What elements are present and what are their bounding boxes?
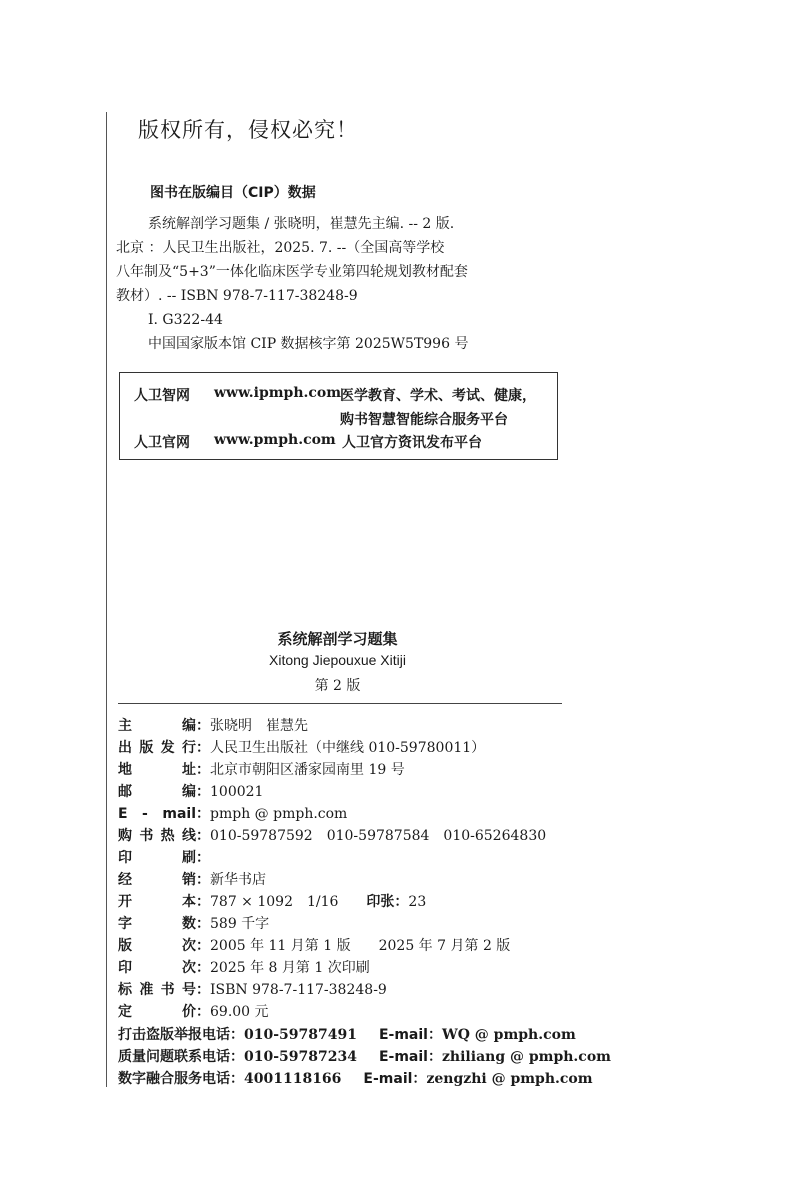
ipmph-name: 人卫智网 xyxy=(134,388,190,404)
info-label: 字数 xyxy=(118,916,196,932)
margin-rule xyxy=(106,112,107,1087)
book-edition: 第 2 版 xyxy=(314,678,361,694)
info-value: 张晓明 崔慧先 xyxy=(210,718,308,734)
info-value: 69.00 元 xyxy=(210,1004,269,1020)
pmph-description: 人卫官方资讯发布平台 xyxy=(342,435,482,451)
hotline-email-label: E-mail： xyxy=(378,1027,442,1043)
info-row-hotline: 购书热线：010-59787592 010-59787584 010-65264830 xyxy=(118,825,578,847)
hotline-row-digital xyxy=(118,1068,611,1090)
info-row-printing: 印次：2025 年 8 月第 1 次印刷 xyxy=(118,957,578,979)
hotline-row-quality xyxy=(118,1046,611,1068)
info-label: 经销 xyxy=(118,872,196,888)
info-row-format: 开本：787 × 1092 1/16 印张：23 xyxy=(118,891,578,913)
info-value: 010-59787592 010-59787584 010-65264830 xyxy=(210,828,547,844)
hotline-email-label: E-mail： xyxy=(378,1049,442,1065)
service-hotlines xyxy=(118,1024,611,1090)
info-label: 印张 xyxy=(366,894,395,910)
info-label: 标准书号 xyxy=(118,982,196,998)
info-label: 印次 xyxy=(118,960,196,976)
info-row-postcode: 邮编：100021 xyxy=(118,781,578,803)
cip-line-isbn: 教材）. -- ISBN 978-7-117-38248-9 xyxy=(116,288,358,304)
info-row-price: 定价：69.00 元 xyxy=(118,1001,578,1023)
info-row-editor: 主编：张晓明 崔慧先 xyxy=(118,715,578,737)
hotline-label: 打击盗版举报电话： xyxy=(118,1027,244,1043)
ipmph-description-2: 购书智慧智能综合服务平台 xyxy=(340,412,508,428)
info-value: 新华书店 xyxy=(210,872,266,888)
publication-info xyxy=(118,715,578,1023)
hotline-label: 数字融合服务电话： xyxy=(118,1071,244,1087)
book-pinyin-title: Xitong Jiepouxue Xitiji xyxy=(269,652,406,668)
info-value: 人民卫生出版社（中继线 010-59780011） xyxy=(210,740,486,756)
hotline-phone: 4001118166 xyxy=(244,1071,342,1087)
hotline-email-link[interactable]: WQ @ pmph.com xyxy=(441,1027,576,1043)
cip-line-classification: Ⅰ. G322-44 xyxy=(148,312,223,328)
info-label: 定价 xyxy=(118,1004,196,1020)
hotline-email-link[interactable]: zhiliang @ pmph.com xyxy=(441,1049,611,1065)
info-value: ISBN 978-7-117-38248-9 xyxy=(210,982,387,998)
info-row-address: 地址：北京市朝阳区潘家园南里 19 号 xyxy=(118,759,578,781)
divider xyxy=(118,703,562,704)
info-value: 100021 xyxy=(210,784,264,800)
info-label: 出版发行 xyxy=(118,740,196,756)
info-label: E - mail xyxy=(118,806,196,822)
info-label: 邮编 xyxy=(118,784,196,800)
info-row-printer: 印刷： xyxy=(118,847,578,869)
info-label: 印刷 xyxy=(118,850,196,866)
hotline-label: 质量问题联系电话： xyxy=(118,1049,244,1065)
info-row-distributor: 经销：新华书店 xyxy=(118,869,578,891)
cip-line-publisher: 北京 ：人民卫生出版社，2025. 7. --（全国高等学校 xyxy=(116,240,445,256)
info-row-words: 字数：589 千字 xyxy=(118,913,578,935)
info-label: 主编 xyxy=(118,718,196,734)
info-row-isbn: 标准书号：ISBN 978-7-117-38248-9 xyxy=(118,979,578,1001)
hotline-phone: 010-59787234 xyxy=(244,1049,357,1065)
hotline-phone: 010-59787491 xyxy=(244,1027,357,1043)
book-title: 系统解剖学习题集 xyxy=(277,630,398,648)
pmph-name: 人卫官网 xyxy=(134,435,190,451)
info-row-editions: 版次：2005 年 11 月第 1 版 2025 年 7 月第 2 版 xyxy=(118,935,578,957)
info-label: 购书热线 xyxy=(118,828,196,844)
ipmph-url-link[interactable]: www.ipmph.com xyxy=(214,385,342,401)
cip-line-series: 八年制及“5+3”一体化临床医学专业第四轮规划教材配套 xyxy=(116,264,468,280)
info-value: 23 xyxy=(408,894,427,910)
ipmph-description: 医学教育、学术、考试、健康， xyxy=(340,388,536,404)
cip-line-title: 系统解剖学习题集 / 张晓明，崔慧先主编. -- 2 版. xyxy=(148,216,455,232)
hotline-email-label: E-mail： xyxy=(363,1071,427,1087)
info-row-email: E - mail：pmph @ pmph.com xyxy=(118,803,578,825)
info-value: 2025 年 8 月第 1 次印刷 xyxy=(210,960,370,976)
cip-line-record-number: 中国国家版本馆 CIP 数据核字第 2025W5T996 号 xyxy=(148,336,469,352)
info-label: 开本 xyxy=(118,894,196,910)
info-value: 2005 年 11 月第 1 版 2025 年 7 月第 2 版 xyxy=(210,938,511,954)
hotline-email-link[interactable]: zengzhi @ pmph.com xyxy=(426,1071,593,1087)
platform-info-box xyxy=(119,372,558,460)
cip-data-block xyxy=(116,212,556,356)
info-value: 北京市朝阳区潘家园南里 19 号 xyxy=(210,762,405,778)
cip-heading: 图书在版编目（CIP）数据 xyxy=(150,185,316,201)
info-value: 589 千字 xyxy=(210,916,270,932)
hotline-row-piracy xyxy=(118,1024,611,1046)
copyright-notice: 版权所有，侵权必究！ xyxy=(138,118,358,142)
info-value: 787 × 1092 1/16 xyxy=(210,894,339,910)
info-label: 版次 xyxy=(118,938,196,954)
pmph-url-link[interactable]: www.pmph.com xyxy=(214,432,336,448)
info-row-publisher: 出版发行：人民卫生出版社（中继线 010-59780011） xyxy=(118,737,578,759)
email-link[interactable]: pmph @ pmph.com xyxy=(210,806,348,822)
info-label: 地址 xyxy=(118,762,196,778)
